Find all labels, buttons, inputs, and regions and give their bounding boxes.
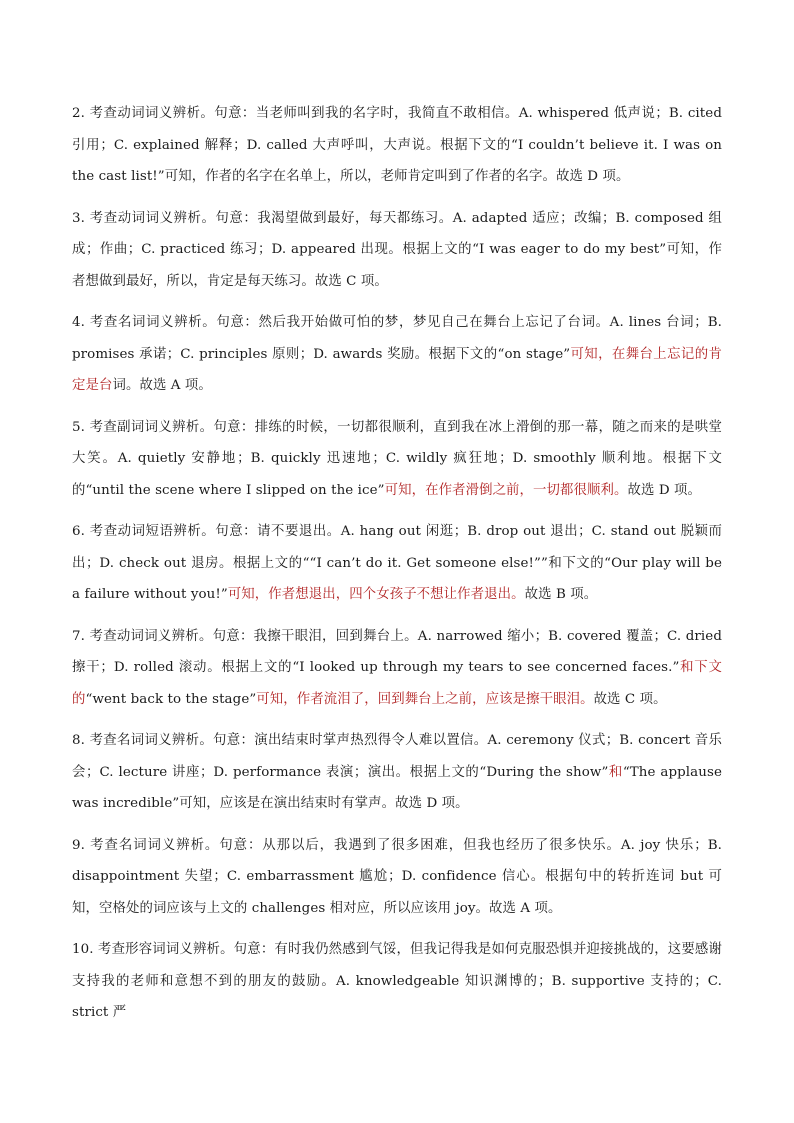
paragraph-text: 5. 考查副词词义辨析。句意：排练的时候，一切都很顺利，直到我在冰上滑倒的那一幕，随之而来的是哄堂大笑。A. quietly 安静地；B. quickly 迅速地；C. wildly 疯狂地；D. smoothly 顺利地。根据下文的“until the scene where I slipped on the ice”	[72, 419, 722, 498]
paragraph-text: 7. 考查动词词义辨析。句意：我擦干眼泪，回到舞台上。A. narrowed 缩小；B. covered 覆盖；C. dried 擦干；D. rolled 滚动。根据上文的“I looked up through my tears to see concerned faces.”	[72, 628, 722, 675]
paragraph-text: 10. 考查形容词词义辨析。句意：有时我仍然感到气馁，但我记得我是如何克服恐惧并迎接挑战的，这要感谢支持我的老师和意想不到的朋友的鼓励。A. knowledgeable 知识渊博的；B. supportive 支持的；C. strict 严	[72, 942, 722, 1020]
explanation-paragraph-7	[72, 725, 722, 820]
paragraph-text: 9. 考查名词词义辨析。句意：从那以后，我遇到了很多困难，但我也经历了很多快乐。A. joy 快乐；B. disappointment 失望；C. embarrassment 尴尬；D. confidence 信心。根据句中的转折连词 but 可知，空格处的词应该与上文的 challenges 相对应，所以应该用 joy。故选 A 项。	[72, 837, 722, 916]
explanation-paragraph-5	[72, 516, 722, 611]
explanation-paragraph-2	[72, 203, 722, 298]
document-body	[72, 98, 722, 1039]
explanation-paragraph-1	[72, 98, 722, 193]
paragraph-text: 8. 考查名词词义辨析。句意：演出结束时掌声热烈得令人难以置信。A. ceremony 仪式；B. concert 音乐会；C. lecture 讲座；D. performance 表演；演出。根据上文的“During the show”	[72, 733, 722, 780]
explanation-paragraph-9	[72, 934, 722, 1029]
highlighted-text: 可知，在作者滑倒之前，一切都很顺利。	[384, 482, 628, 498]
paragraph-text: “The applause was incredible”可知，应该是在演出结束时有掌声。故选 D 项。	[72, 764, 722, 811]
paragraph-text: 4. 考查名词词义辨析。句意：然后我开始做可怕的梦，梦见自己在舞台上忘记了台词。A. lines 台词；B. promises 承诺；C. principles 原则；D. awards 奖励。根据下文的“on stage”	[72, 315, 722, 362]
paragraph-text: 2. 考查动词词义辨析。句意：当老师叫到我的名字时，我简直不敢相信。A. whispered 低声说；B. cited 引用；C. explained 解释；D. called 大声呼叫，大声说。根据下文的“I couldn’t believe it. I was on the cast list!”可知，作者的名字在名单上，所以，老师肯定叫到了作者的名字。故选 D 项。	[72, 106, 722, 184]
explanation-paragraph-6	[72, 621, 722, 716]
paragraph-text: 3. 考查动词词义辨析。句意：我渴望做到最好，每天都练习。A. adapted 适应；改编；B. composed 组成；作曲；C. practiced 练习；D. appeared 出现。根据上文的“I was eager to do my best”可知，作者想做到最好，所以，肯定是每天练习。故选 C 项。	[72, 210, 722, 289]
highlighted-text: 可知，作者流泪了，回到舞台上之前，应该是擦干眼泪。	[256, 691, 594, 707]
highlighted-text: 可知，作者想退出，四个女孩子不想让作者退出。	[227, 587, 525, 602]
highlighted-text: 和下文的	[72, 660, 722, 707]
explanation-paragraph-3	[72, 307, 722, 402]
explanation-paragraph-4	[72, 412, 722, 507]
highlighted-text: 可知，在舞台上忘记的肯定是台	[72, 346, 722, 393]
paragraph-text: 词。故选 A 项。	[112, 378, 212, 393]
paragraph-text: 故选 C 项。	[593, 691, 667, 707]
paragraph-text: 故选 B 项。	[524, 587, 598, 602]
paragraph-text: 6. 考查动词短语辨析。句意：请不要退出。A. hang out 闲逛；B. drop out 退出；C. stand out 脱颖而出；D. check out 退房。根据上文的““I can’t do it. Get someone else!””和下文的“Our play will be a failure without you!”	[72, 524, 722, 602]
explanation-paragraph-8	[72, 830, 722, 925]
paragraph-text: 故选 D 项。	[627, 482, 701, 498]
highlighted-text: 和	[608, 764, 623, 780]
paragraph-text: “went back to the stage”	[85, 691, 257, 707]
